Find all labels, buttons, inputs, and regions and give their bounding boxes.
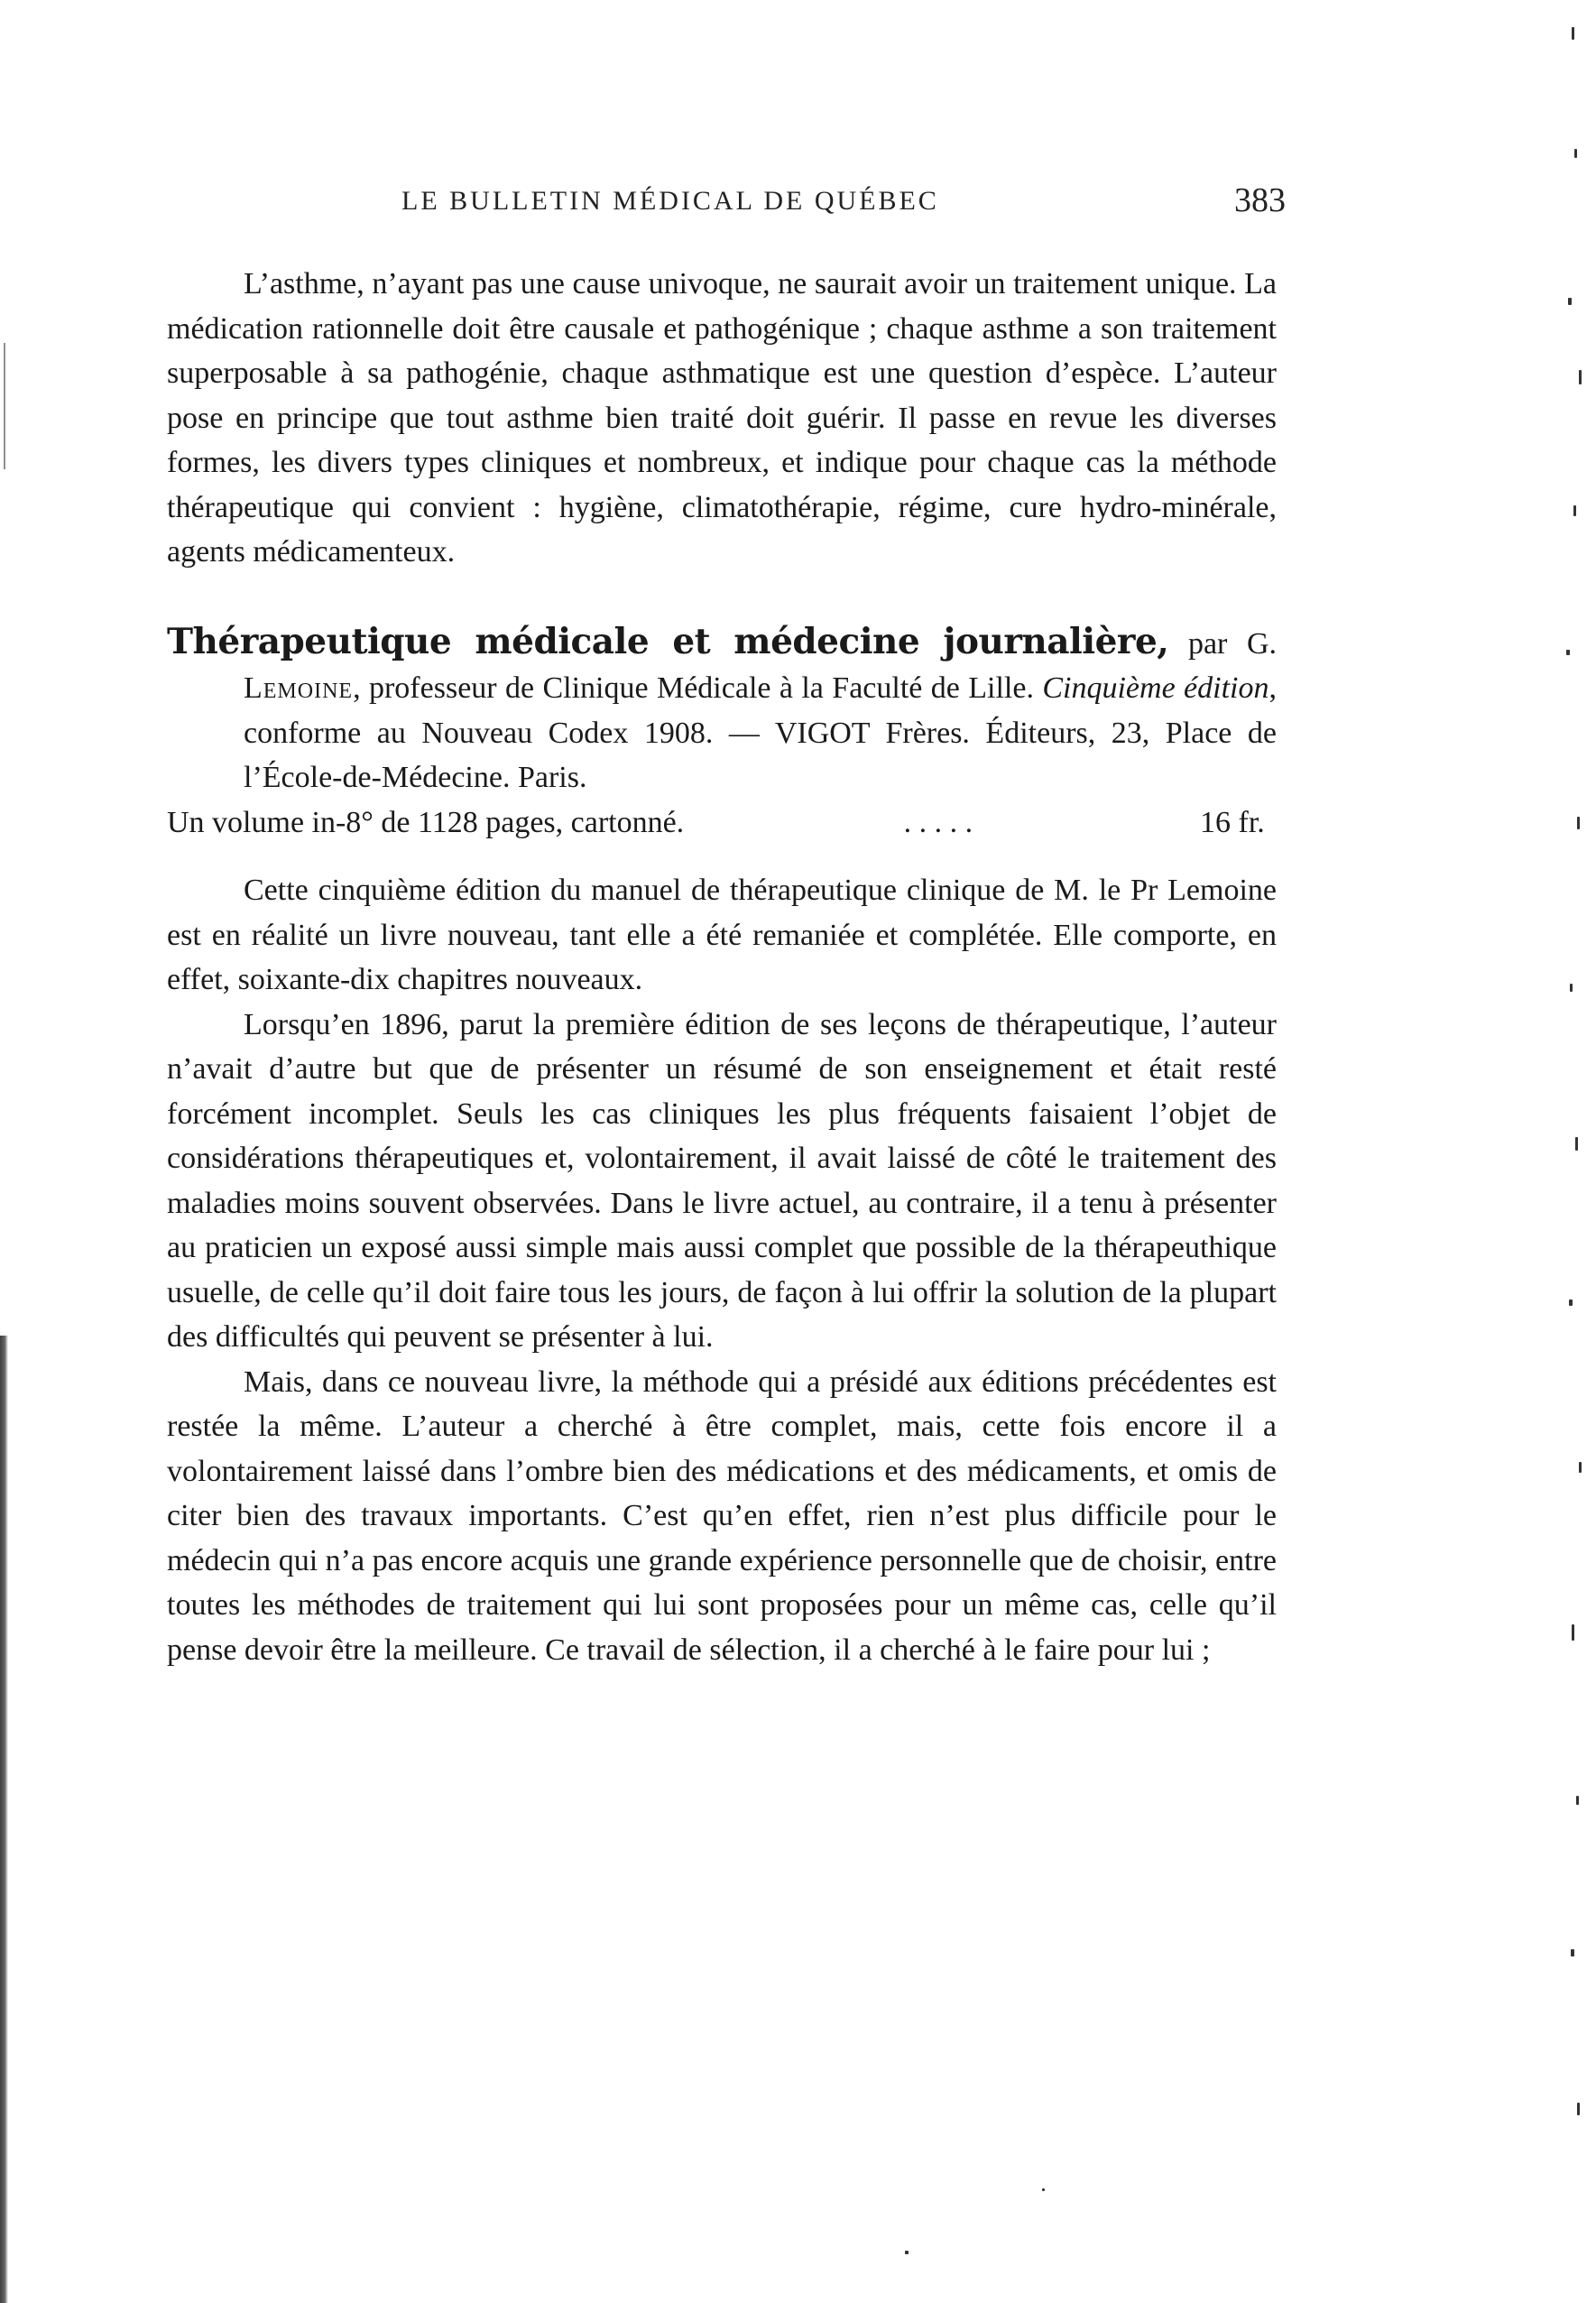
scan-speck xyxy=(1572,27,1574,40)
scan-speck xyxy=(1566,650,1570,655)
book-entry xyxy=(167,620,1277,846)
scan-speck xyxy=(1571,1949,1574,1956)
scan-speck xyxy=(1569,1299,1573,1306)
page-number: 383 xyxy=(1234,181,1286,219)
review-paragraph: Lorsqu’en 1896, parut la première édition de ses leçons de thérapeutique, l’auteur n’avait d’autre but que de présenter un résumé de son enseignement et était resté forcément incomplet. Seuls les cas cliniques les plus fréquents faisaient l’objet de considérations thérapeutiques et, volontairement, il avait laissé de côté le traitement des maladies moins souvent observées. Dans le livre actuel, au contraire, il a tenu à présenter au praticien un exposé aussi simple mais aussi complet que possible de la thérapeuthique usuelle, de celle qu’il doit faire tous les jours, de façon à lui offrir la solution de la plupart des difficultés qui peuvent se présenter à lui. xyxy=(167,1007,1277,1354)
scan-speck xyxy=(1577,2103,1580,2115)
review-paragraph: Mais, dans ce nouveau livre, la méthode qui a présidé aux éditions précédentes est restée la même. L’auteur a cherché à être complet, mais, cette fois encore il a volontairement laissé dans l’ombre bien des médications et des médicaments, et omis de citer bien des travaux importants. C’est qu’en effet, rien n’est plus difficile pour le médecin qui n’a pas encore acquis une grande expérience personnelle que de choisir, entre toutes les méthodes de traitement qui lui sont proposées pour un même cas, celle qu’il pense devoir être la meilleure. Ce travail de sélection, il a cherché à le faire pour lui ; xyxy=(167,1364,1277,1667)
scan-speck xyxy=(905,2251,909,2254)
scan-speck xyxy=(1577,817,1580,829)
book-author: Lemoine xyxy=(244,671,354,705)
scan-speck xyxy=(1572,1624,1574,1641)
book-price-line: Un volume in-8° de 1128 pages, cartonné. . . . . . 16 fr. xyxy=(244,800,1277,846)
review-paragraph: Cette cinquième édition du manuel de thérapeutique clinique de M. le Pr Lemoine est en réalité un livre nouveau, tant elle a été remaniée et complétée. Elle comporte, en effet, soixante-dix chapitres nouveaux. xyxy=(167,874,1277,996)
scan-speck xyxy=(1574,149,1577,158)
book-by: par G. xyxy=(1187,626,1278,661)
book-author-desc: , professeur de Clinique Médicale à la Faculté de Lille. xyxy=(353,671,1034,705)
book-edition-desc: , conforme au Nouveau Codex 1908. — VIGOT Frères. Éditeurs, 23, Place de l’École-de-Médecine. Paris. xyxy=(244,671,1277,794)
running-title: LE BULLETIN MÉDICAL DE QUÉBEC xyxy=(401,186,939,216)
book-edition: Cinquième édition xyxy=(1042,671,1269,705)
intro-paragraph: L’asthme, n’ayant pas une cause univoque, ne saurait avoir un traitement unique. La médication rationnelle doit être causale et pathogénique ; chaque asthme a son traitement superposable à sa pathogénie, chaque asthmatique est une question d’espèce. L’auteur pose en principe que tout asthme bien traité doit guérir. Il passe en revue les diverses formes, les divers types cliniques et nombreux, et indique pour chaque cas la méthode thérapeutique qui convient : hygiène, climatothérapie, régime, cure hydro-minérale, agents médicamenteux. xyxy=(167,267,1277,569)
scan-speck xyxy=(1576,1796,1579,1805)
article-body xyxy=(167,262,1277,1672)
scan-speck xyxy=(1579,370,1582,384)
running-head xyxy=(167,180,1286,235)
book-review xyxy=(167,868,1277,1672)
scan-speck xyxy=(1575,1137,1578,1151)
scan-edge-shadow xyxy=(0,1336,8,2303)
scan-speck xyxy=(1573,505,1576,516)
scan-edge-mark xyxy=(4,343,5,469)
scan-speck xyxy=(1042,2188,1045,2191)
scan-speck xyxy=(1570,984,1573,992)
scan-speck xyxy=(1579,1462,1582,1473)
scan-speck xyxy=(1568,298,1572,305)
book-volume: Un volume in-8° de 1128 pages, cartonné. xyxy=(167,805,685,839)
book-title: Thérapeutique médicale et médecine journalière, xyxy=(167,620,1169,662)
